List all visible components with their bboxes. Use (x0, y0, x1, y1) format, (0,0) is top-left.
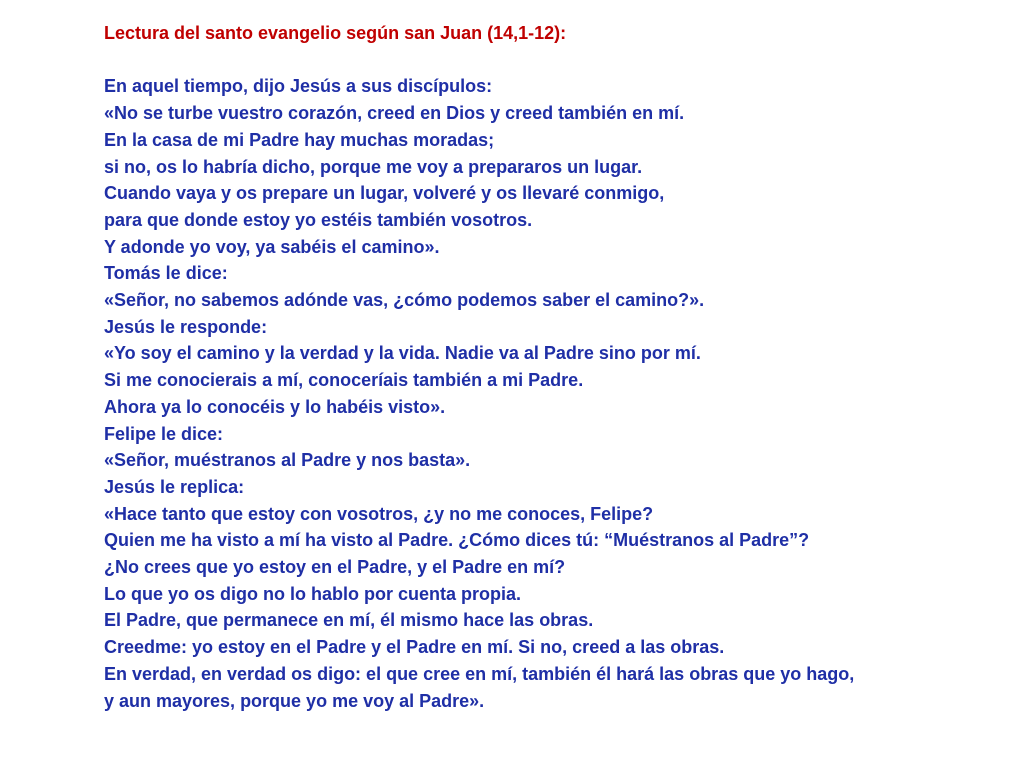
text-line: para que donde estoy yo estéis también vosotros. (104, 209, 533, 230)
text-line: si no, os lo habría dicho, porque me voy a prepararos un lugar. (104, 156, 643, 177)
text-line: En aquel tiempo, dijo Jesús a sus discípulos: (104, 76, 493, 97)
reading-title: Lectura del santo evangelio según san Juan (14,1-12): (104, 23, 567, 43)
text-line: Lo que yo os digo no lo hablo por cuenta propia. (104, 583, 521, 604)
reading-body (104, 73, 1004, 714)
text-line: «Señor, muéstranos al Padre y nos basta». (104, 450, 471, 471)
text-line: Tomás le dice: (104, 263, 228, 284)
title-spacer (104, 47, 1004, 74)
text-line: ¿No crees que yo estoy en el Padre, y el Padre en mí? (104, 557, 566, 578)
text-line: «Hace tanto que estoy con vosotros, ¿y no me conoces, Felipe? (104, 503, 654, 524)
text-line: Ahora ya lo conocéis y lo habéis visto». (104, 396, 446, 417)
text-line: «Señor, no sabemos adónde vas, ¿cómo podemos saber el camino?». (104, 290, 705, 311)
text-line: «No se turbe vuestro corazón, creed en Dios y creed también en mí. (104, 103, 685, 124)
text-line: Creedme: yo estoy en el Padre y el Padre en mí. Si no, creed a las obras. (104, 637, 725, 658)
text-line: En la casa de mi Padre hay muchas moradas; (104, 129, 495, 150)
text-line: En verdad, en verdad os digo: el que cree en mí, también él hará las obras que yo hago, (104, 663, 855, 684)
reading-text-block (104, 20, 1004, 714)
text-line: «Yo soy el camino y la verdad y la vida. Nadie va al Padre sino por mí. (104, 343, 701, 364)
text-line: y aun mayores, porque yo me voy al Padre». (104, 690, 485, 711)
text-line: Si me conocierais a mí, conoceríais también a mi Padre. (104, 370, 584, 391)
text-line: Jesús le replica: (104, 476, 245, 497)
text-line: El Padre, que permanece en mí, él mismo hace las obras. (104, 610, 594, 631)
text-line: Jesús le responde: (104, 316, 268, 337)
text-line: Quien me ha visto a mí ha visto al Padre. ¿Cómo dices tú: “Muéstranos al Padre”? (104, 530, 810, 551)
text-line: Felipe le dice: (104, 423, 224, 444)
text-line: Y adonde yo voy, ya sabéis el camino». (104, 236, 440, 257)
text-line: Cuando vaya y os prepare un lugar, volveré y os llevaré conmigo, (104, 183, 665, 204)
